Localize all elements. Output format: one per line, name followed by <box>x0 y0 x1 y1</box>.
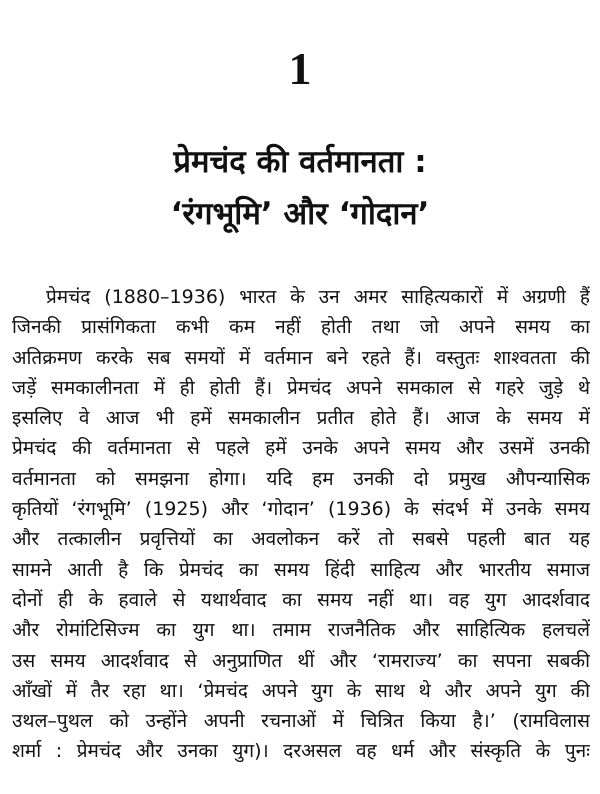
text-line: और रोमांटिसिज्म का युग था। तमाम राजनैतिक और साहित्यिक हलचलें <box>12 619 590 642</box>
text-line: उस समय आदर्शवाद से अनुप्राणित थीं और ‘रामराज्य’ का सपना सबकी <box>12 649 590 672</box>
text-line: प्रेमचंद (1880–1936) भारत के उन अमर साहित्यकारों में अग्रणी हैं <box>46 286 590 308</box>
text-line: आँखों में तैर रहा था। ‘प्रेमचंद अपने युग के साथ थे और अपने युग की <box>12 679 590 702</box>
text-line: और तत्कालीन प्रवृत्तियों का अवलोकन करें तो सबसे पहली बात यह <box>12 528 590 551</box>
text-line: दोनों ही के हवाले से यथार्थवाद का समय नहीं था। वह युग आदर्शवाद <box>12 588 590 611</box>
text-line: सामने आती है कि प्रेमचंद का समय हिंदी साहित्य और भारतीय समाज <box>12 558 590 581</box>
text-line: जड़ें समकालीनता में ही होती हैं। प्रेमचंद अपने समकाल से गहरे जुड़े थे <box>12 376 590 399</box>
text-line: जिनकी प्रासंगिकता कभी कम नहीं होती तथा जो अपने समय का <box>12 316 590 339</box>
text-line: वर्तमानता को समझना होगा। यदि हम उनकी दो प्रमुख औपन्यासिक <box>12 467 590 490</box>
chapter-title-line-1: प्रेमचंद की वर्तमानता : <box>173 144 427 180</box>
text-line: इसलिए वे आज भी हमें समकालीन प्रतीत होते हैं। आज के समय में <box>12 407 590 430</box>
chapter-number: 1 <box>288 43 312 94</box>
text-line: अतिक्रमण करके सब समयों में वर्तमान बने रहते हैं। वस्तुतः शाश्वतता की <box>12 346 590 369</box>
text-line: कृतियों ‘रंगभूमि’ (1925) और ‘गोदान’ (1936) के संदर्भ में उनके समय <box>12 498 590 521</box>
text-line: शर्मा : प्रेमचंद और उनका युग)। दरअसल वह धर्म और संस्कृति के पुनः <box>12 740 590 763</box>
text-line: उथल–पुथल को उन्होंने अपनी रचनाओं में चित्रित किया है।’ (रामविलास <box>12 710 590 733</box>
chapter-title-line-2: ‘रंगभूमि’ और ‘गोदान’ <box>170 196 430 232</box>
text-line: प्रेमचंद की वर्तमानता से पहले हमें उनके अपने समय और उसमें उनकी <box>12 437 590 460</box>
body-paragraph <box>12 282 590 767</box>
